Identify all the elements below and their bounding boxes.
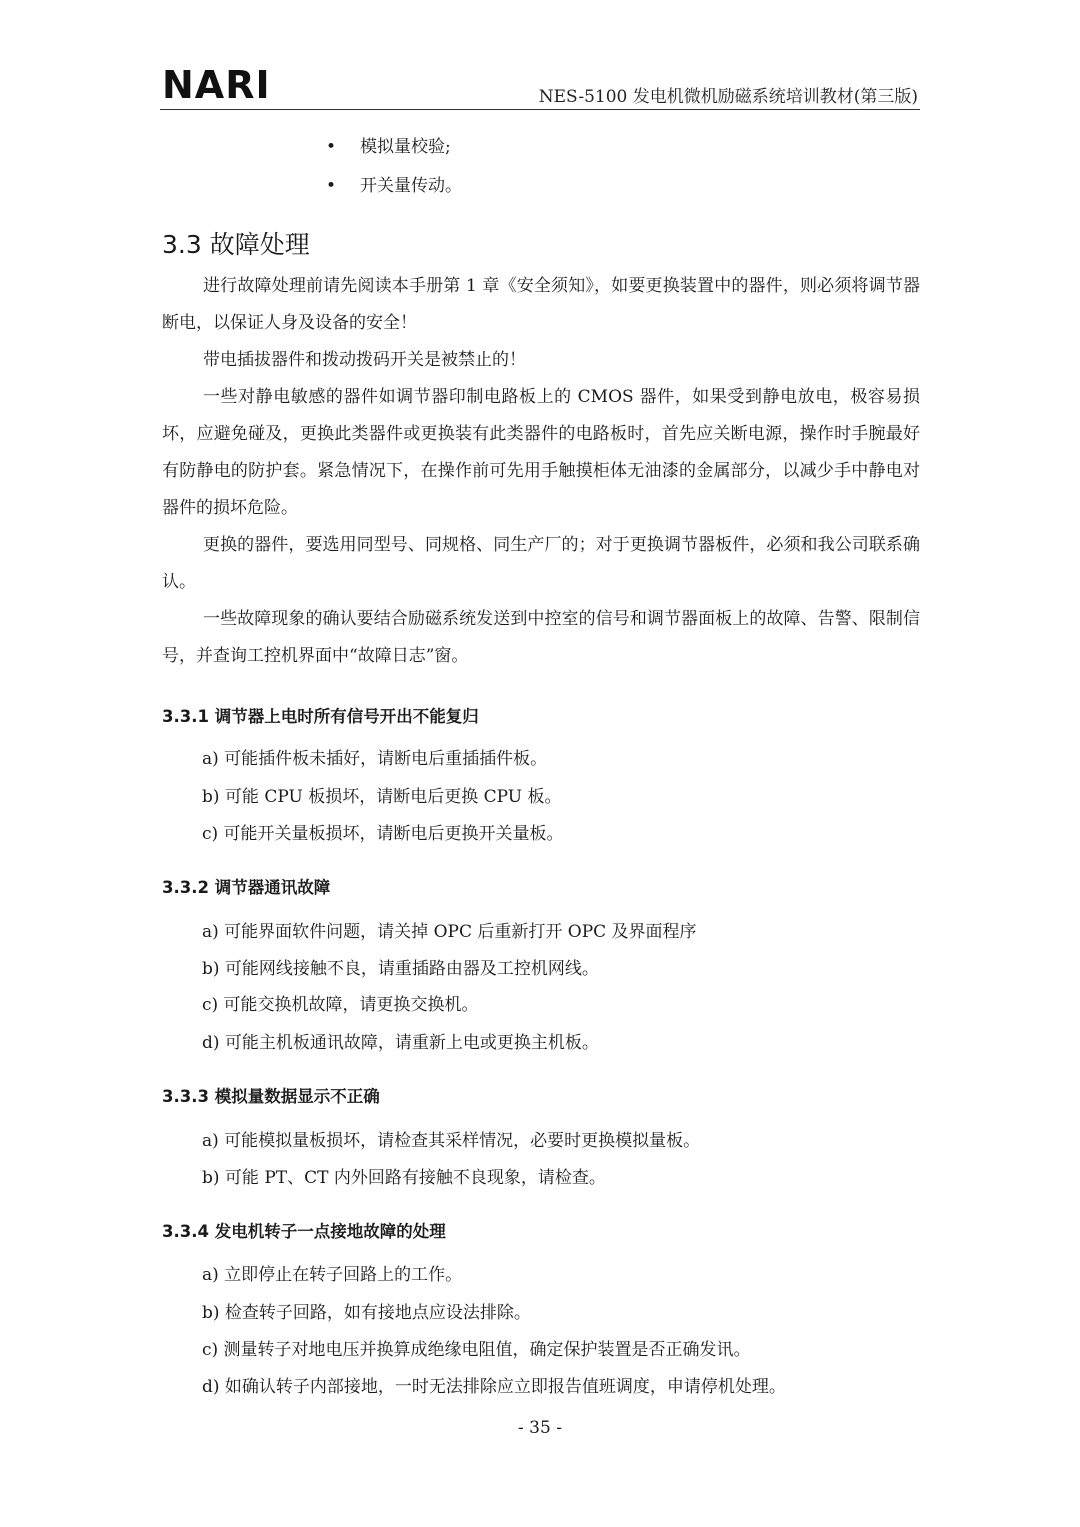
subsection-heading: 3.3.4 发电机转子一点接地故障的处理 — [162, 1222, 446, 1241]
bullet-item — [326, 132, 451, 157]
nari-logo: NARI — [162, 63, 271, 107]
section-heading: 3.3 故障处理 — [162, 230, 310, 259]
list-item: b) 检查转子回路，如有接地点应设法排除。 — [202, 1303, 531, 1323]
list-item: a) 可能界面软件问题，请关掉 OPC 后重新打开 OPC 及界面程序 — [202, 922, 697, 942]
paragraph: 进行故障处理前请先阅读本手册第 1 章《安全须知》，如要更换装置中的器件，则必须将调节器断电，以保证人身及设备的安全！ — [162, 276, 920, 333]
bullet-dot-icon: • — [326, 176, 337, 196]
list-item: b) 可能 CPU 板损坏，请断电后更换 CPU 板。 — [202, 787, 562, 807]
list-item: d) 可能主机板通讯故障，请重新上电或更换主机板。 — [202, 1033, 599, 1053]
bullet-text: 模拟量校验; — [360, 137, 451, 157]
bullet-dot-icon: • — [326, 137, 337, 157]
subsection-heading: 3.3.3 模拟量数据显示不正确 — [162, 1087, 380, 1106]
paragraph: 带电插拔器件和拨动拨码开关是被禁止的！ — [203, 350, 526, 370]
paragraph: 一些故障现象的确认要结合励磁系统发送到中控室的信号和调节器面板上的故障、告警、限制信号，并查询工控机界面中“故障日志”窗。 — [162, 609, 920, 666]
document-title: NES-5100 发电机微机励磁系统培训教材(第三版) — [538, 87, 918, 107]
paragraph: 一些对静电敏感的器件如调节器印制电路板上的 CMOS 器件，如果受到静电放电，极容易损坏，应避免碰及，更换此类器件或更换装有此类器件的电路板时，首先应关断电源，操作时手腕最好有防静电的防护套。紧急情况下，在操作前可先用手触摸柜体无油漆的金属部分，以减少手中静电对器件的损坏危险。 — [162, 387, 920, 518]
list-item: d) 如确认转子内部接地，一时无法排除应立即报告值班调度，申请停机处理。 — [202, 1377, 786, 1397]
list-item: a) 立即停止在转子回路上的工作。 — [202, 1265, 463, 1285]
list-item: c) 可能交换机故障，请更换交换机。 — [202, 995, 479, 1015]
bullet-text: 开关量传动。 — [360, 176, 462, 196]
list-item: a) 可能模拟量板损坏，请检查其采样情况，必要时更换模拟量板。 — [202, 1131, 701, 1151]
page-number: - 35 - — [518, 1418, 562, 1438]
paragraph: 更换的器件，要选用同型号、同规格、同生产厂的；对于更换调节器板件，必须和我公司联系确认。 — [162, 535, 920, 592]
subsection-heading: 3.3.1 调节器上电时所有信号开出不能复归 — [162, 707, 479, 726]
bullet-item — [326, 171, 462, 196]
list-item: a) 可能插件板未插好，请断电后重插插件板。 — [202, 749, 548, 769]
subsection-heading: 3.3.2 调节器通讯故障 — [162, 878, 331, 897]
list-item: c) 可能开关量板损坏，请断电后更换开关量板。 — [202, 824, 564, 844]
list-item: b) 可能网线接触不良，请重插路由器及工控机网线。 — [202, 959, 599, 979]
header-divider — [160, 109, 920, 110]
list-item: c) 测量转子对地电压并换算成绝缘电阻值，确定保护装置是否正确发讯。 — [202, 1340, 751, 1360]
list-item: b) 可能 PT、CT 内外回路有接触不良现象，请检查。 — [202, 1168, 606, 1188]
